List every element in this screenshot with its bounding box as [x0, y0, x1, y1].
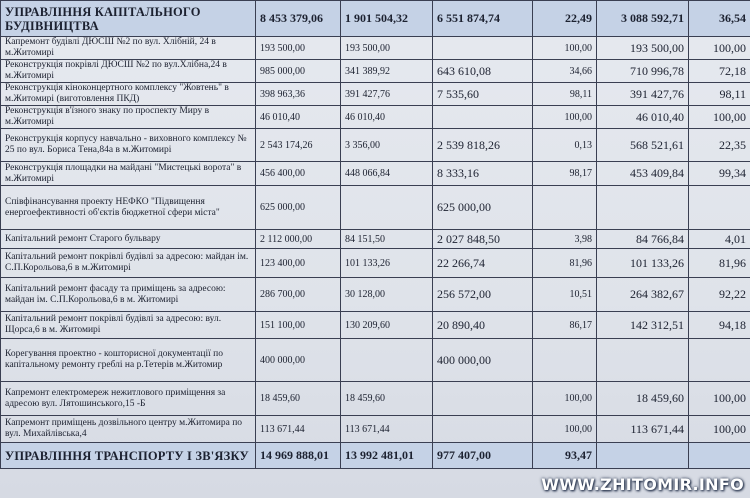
amount-plan-cell: 985 000,00	[256, 60, 341, 83]
percent-total-cell: 72,18	[689, 60, 750, 83]
percent-spent-cell: 10,51	[533, 278, 597, 312]
percent-spent-cell: 34,66	[533, 60, 597, 83]
amount-spent-cell: 1 901 504,32	[341, 1, 433, 37]
desc-cell: Капремонт приміщень дозвільного центру м.Житомира по вул. Михайлівська,4	[1, 416, 256, 443]
amount-total-cell: 391 427,76	[597, 83, 689, 106]
table-row	[1, 186, 750, 230]
table-row	[1, 278, 750, 312]
amount-plan-cell: 123 400,00	[256, 249, 341, 278]
amount-remaining-cell	[433, 416, 533, 443]
amount-remaining-cell	[433, 106, 533, 129]
amount-remaining-cell: 256 572,00	[433, 278, 533, 312]
amount-plan-cell: 151 100,00	[256, 312, 341, 339]
percent-spent-cell: 98,17	[533, 162, 597, 186]
amount-plan-cell: 193 500,00	[256, 37, 341, 60]
amount-remaining-cell	[433, 382, 533, 416]
amount-remaining-cell: 22 266,74	[433, 249, 533, 278]
desc-cell: Корегування проектно - кошторисної документації по капітальному ремонту греблі на р.Тетерів м.Житомир	[1, 339, 256, 382]
percent-spent-cell: 100,00	[533, 37, 597, 60]
percent-spent-cell: 3,98	[533, 230, 597, 249]
amount-remaining-cell: 8 333,16	[433, 162, 533, 186]
amount-spent-cell: 113 671,44	[341, 416, 433, 443]
percent-spent-cell	[533, 186, 597, 230]
section-row	[1, 443, 750, 469]
percent-total-cell: 100,00	[689, 382, 750, 416]
amount-spent-cell: 101 133,26	[341, 249, 433, 278]
percent-total-cell: 36,54	[689, 1, 750, 37]
percent-spent-cell: 100,00	[533, 416, 597, 443]
amount-plan-cell: 2 543 174,26	[256, 129, 341, 162]
amount-spent-cell: 193 500,00	[341, 37, 433, 60]
amount-remaining-cell: 643 610,08	[433, 60, 533, 83]
percent-spent-cell: 98,11	[533, 83, 597, 106]
amount-plan-cell: 398 963,36	[256, 83, 341, 106]
amount-remaining-cell: 7 535,60	[433, 83, 533, 106]
percent-spent-cell: 0,13	[533, 129, 597, 162]
amount-remaining-cell	[433, 37, 533, 60]
table-row	[1, 312, 750, 339]
table-row	[1, 230, 750, 249]
amount-remaining-cell: 625 000,00	[433, 186, 533, 230]
percent-total-cell: 98,11	[689, 83, 750, 106]
amount-plan-cell: 456 400,00	[256, 162, 341, 186]
desc-cell: Реконструкція площадки на майдані "Мистецькі ворота" в м.Житомирі	[1, 162, 256, 186]
amount-total-cell	[597, 339, 689, 382]
percent-total-cell: 94,18	[689, 312, 750, 339]
percent-spent-cell: 93,47	[533, 443, 597, 469]
budget-table-body	[1, 1, 750, 469]
amount-remaining-cell: 400 000,00	[433, 339, 533, 382]
table-row	[1, 382, 750, 416]
amount-spent-cell	[341, 186, 433, 230]
table-row	[1, 249, 750, 278]
amount-total-cell	[597, 186, 689, 230]
desc-cell: Капітальний ремонт Старого бульвару	[1, 230, 256, 249]
amount-plan-cell: 625 000,00	[256, 186, 341, 230]
table-row	[1, 60, 750, 83]
table-row	[1, 162, 750, 186]
amount-plan-cell: 286 700,00	[256, 278, 341, 312]
desc-cell: Капітальний ремонт покрівлі будівлі за адресою: вул. Щорса,6 в м. Житомирі	[1, 312, 256, 339]
amount-spent-cell	[341, 339, 433, 382]
amount-spent-cell: 448 066,84	[341, 162, 433, 186]
amount-remaining-cell: 6 551 874,74	[433, 1, 533, 37]
amount-total-cell: 46 010,40	[597, 106, 689, 129]
amount-total-cell: 193 500,00	[597, 37, 689, 60]
amount-remaining-cell: 977 407,00	[433, 443, 533, 469]
percent-total-cell	[689, 339, 750, 382]
desc-cell: Реконструкція в'їзного знаку по проспекту Миру в м.Житомирі	[1, 106, 256, 129]
percent-total-cell: 100,00	[689, 37, 750, 60]
amount-total-cell: 113 671,44	[597, 416, 689, 443]
desc-cell: Капітальний ремонт покрівлі будівлі за адресою: майдан ім. С.П.Корольова,6 в м.Житомирі	[1, 249, 256, 278]
desc-cell: УПРАВЛІННЯ ТРАНСПОРТУ І ЗВ'ЯЗКУ	[1, 443, 256, 469]
amount-spent-cell: 341 389,92	[341, 60, 433, 83]
amount-plan-cell: 18 459,60	[256, 382, 341, 416]
amount-total-cell	[597, 443, 689, 469]
percent-total-cell	[689, 186, 750, 230]
table-row	[1, 37, 750, 60]
amount-spent-cell: 18 459,60	[341, 382, 433, 416]
percent-spent-cell: 100,00	[533, 106, 597, 129]
percent-spent-cell: 86,17	[533, 312, 597, 339]
percent-total-cell: 100,00	[689, 106, 750, 129]
percent-total-cell	[689, 443, 750, 469]
desc-cell: Капремонт будівлі ДЮСШ №2 по вул. Хлібній, 24 в м.Житомирі	[1, 37, 256, 60]
desc-cell: Капремонт електромереж нежитлового приміщення за адресою вул. Лятошинського,15 -Б	[1, 382, 256, 416]
table-row	[1, 83, 750, 106]
percent-spent-cell: 100,00	[533, 382, 597, 416]
amount-total-cell: 101 133,26	[597, 249, 689, 278]
amount-spent-cell: 30 128,00	[341, 278, 433, 312]
amount-total-cell: 84 766,84	[597, 230, 689, 249]
amount-total-cell: 264 382,67	[597, 278, 689, 312]
percent-total-cell: 4,01	[689, 230, 750, 249]
amount-spent-cell: 46 010,40	[341, 106, 433, 129]
percent-total-cell: 99,34	[689, 162, 750, 186]
amount-total-cell: 142 312,51	[597, 312, 689, 339]
amount-total-cell: 3 088 592,71	[597, 1, 689, 37]
amount-total-cell: 710 996,78	[597, 60, 689, 83]
amount-plan-cell: 113 671,44	[256, 416, 341, 443]
amount-plan-cell: 2 112 000,00	[256, 230, 341, 249]
amount-spent-cell: 13 992 481,01	[341, 443, 433, 469]
amount-spent-cell: 391 427,76	[341, 83, 433, 106]
percent-total-cell: 81,96	[689, 249, 750, 278]
amount-total-cell: 18 459,60	[597, 382, 689, 416]
desc-cell: Реконструкція корпусу навчально - виховного комплексу № 25 по вул. Бориса Тена,84а в м.Житомирі	[1, 129, 256, 162]
site-watermark: WWW.ZHITOMIR.INFO	[541, 475, 744, 494]
percent-spent-cell: 22,49	[533, 1, 597, 37]
amount-spent-cell: 130 209,60	[341, 312, 433, 339]
desc-cell: Співфінансування проекту НЕФКО "Підвищення енергоефективності об'єктів бюджетної сфери міста"	[1, 186, 256, 230]
desc-cell: Капітальний ремонт фасаду та приміщень за адресою: майдан ім. С.П.Корольова,6 в м. Житомирі	[1, 278, 256, 312]
amount-plan-cell: 8 453 379,06	[256, 1, 341, 37]
amount-remaining-cell: 2 539 818,26	[433, 129, 533, 162]
table-row	[1, 106, 750, 129]
desc-cell: Реконструкція кіноконцертного комплексу "Жовтень" в м.Житомирі (виготовлення ПКД)	[1, 83, 256, 106]
percent-spent-cell: 81,96	[533, 249, 597, 278]
amount-total-cell: 453 409,84	[597, 162, 689, 186]
table-row	[1, 416, 750, 443]
table-row	[1, 339, 750, 382]
desc-cell: УПРАВЛІННЯ КАПІТАЛЬНОГО БУДІВНИЦТВА	[1, 1, 256, 37]
section-row	[1, 1, 750, 37]
amount-plan-cell: 400 000,00	[256, 339, 341, 382]
amount-remaining-cell: 20 890,40	[433, 312, 533, 339]
percent-total-cell: 22,35	[689, 129, 750, 162]
percent-total-cell: 100,00	[689, 416, 750, 443]
amount-spent-cell: 3 356,00	[341, 129, 433, 162]
amount-plan-cell: 46 010,40	[256, 106, 341, 129]
percent-total-cell: 92,22	[689, 278, 750, 312]
table-row	[1, 129, 750, 162]
desc-cell: Реконструкція покрівлі ДЮСШ №2 по вул.Хлібна,24 в м.Житомирі	[1, 60, 256, 83]
amount-total-cell: 568 521,61	[597, 129, 689, 162]
percent-spent-cell	[533, 339, 597, 382]
amount-remaining-cell: 2 027 848,50	[433, 230, 533, 249]
amount-plan-cell: 14 969 888,01	[256, 443, 341, 469]
amount-spent-cell: 84 151,50	[341, 230, 433, 249]
